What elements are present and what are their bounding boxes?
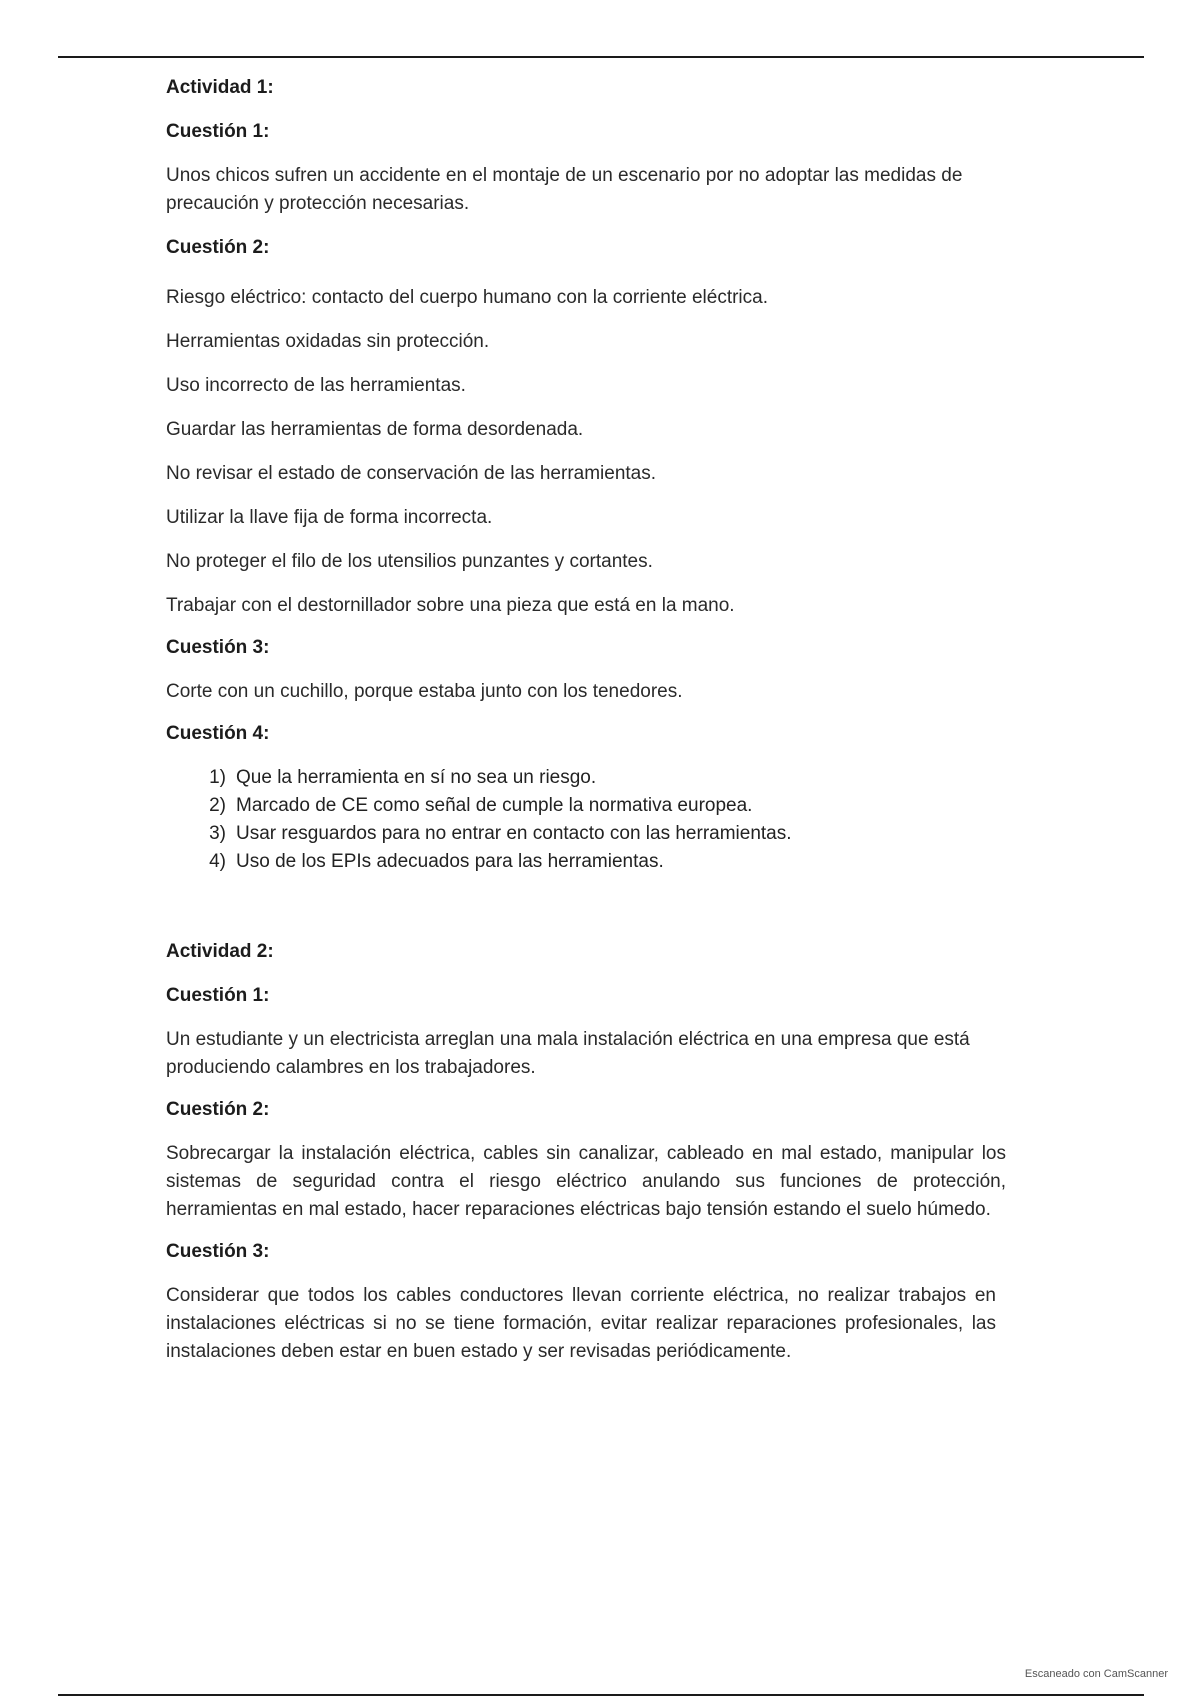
list-item-number: 3) xyxy=(209,823,226,844)
a2-q2-text: Sobrecargar la instalación eléctrica, cables sin canalizar, cableado en mal estado, manipular los sistemas de seguridad contra el riesgo eléctrico anulando sus funciones de protección, herramientas en mal estado, hacer reparaciones eléctricas bajo tensión estando el suelo húmedo. xyxy=(166,1143,1006,1220)
bottom-rule xyxy=(58,1694,1144,1696)
a2-q2-title: Cuestión 2: xyxy=(166,1099,270,1120)
a1-q2-item: Herramientas oxidadas sin protección. xyxy=(166,331,490,352)
list-item xyxy=(186,792,1026,820)
activity-2-title: Actividad 2: xyxy=(166,941,274,962)
list-item-text: Uso de los EPIs adecuados para las herramientas. xyxy=(236,851,664,872)
a2-q1-title: Cuestión 1: xyxy=(166,985,270,1006)
scanner-credit: Escaneado con CamScanner xyxy=(1024,1668,1168,1680)
a1-q2-item: Uso incorrecto de las herramientas. xyxy=(166,375,466,396)
list-item-number: 1) xyxy=(209,767,226,788)
a1-q3-text: Corte con un cuchillo, porque estaba junto con los tenedores. xyxy=(166,681,683,702)
a1-q2-item: Utilizar la llave fija de forma incorrecta. xyxy=(166,507,493,528)
list-item-text: Marcado de CE como señal de cumple la normativa europea. xyxy=(236,795,753,816)
top-rule xyxy=(58,56,1144,58)
list-item xyxy=(186,848,1026,876)
a2-q3-title: Cuestión 3: xyxy=(166,1241,270,1262)
list-item-number: 4) xyxy=(209,851,226,872)
a1-q2-title: Cuestión 2: xyxy=(166,237,270,258)
list-item-text: Usar resguardos para no entrar en contacto con las herramientas. xyxy=(236,823,792,844)
list-item xyxy=(186,764,1026,792)
a2-q3-text: Considerar que todos los cables conductores llevan corriente eléctrica, no realizar trabajos en instalaciones eléctricas si no se tiene formación, evitar realizar reparaciones profesionales, las instalaciones deben estar en buen estado y ser revisadas periódicamente. xyxy=(166,1285,996,1362)
document-body xyxy=(166,74,1026,1366)
a1-q1-text: Unos chicos sufren un accidente en el montaje de un escenario por no adoptar las medidas de precaución y protección necesarias. xyxy=(166,165,963,214)
a1-q1-title: Cuestión 1: xyxy=(166,121,270,142)
a1-q4-list xyxy=(186,764,1026,876)
a1-q2-item: Guardar las herramientas de forma desordenada. xyxy=(166,419,584,440)
a1-q4-title: Cuestión 4: xyxy=(166,723,270,744)
a2-q1-text: Un estudiante y un electricista arreglan una mala instalación eléctrica en una empresa que está produciendo calambres en los trabajadores. xyxy=(166,1029,970,1078)
list-item xyxy=(186,820,1026,848)
a1-q2-item: Trabajar con el destornillador sobre una pieza que está en la mano. xyxy=(166,595,735,616)
a1-q3-title: Cuestión 3: xyxy=(166,637,270,658)
activity-1-title: Actividad 1: xyxy=(166,77,274,98)
a1-q2-item: No proteger el filo de los utensilios punzantes y cortantes. xyxy=(166,551,653,572)
a1-q2-item: Riesgo eléctrico: contacto del cuerpo humano con la corriente eléctrica. xyxy=(166,287,768,308)
a1-q2-item: No revisar el estado de conservación de las herramientas. xyxy=(166,463,657,484)
list-item-text: Que la herramienta en sí no sea un riesgo. xyxy=(236,767,597,788)
list-item-number: 2) xyxy=(209,795,226,816)
